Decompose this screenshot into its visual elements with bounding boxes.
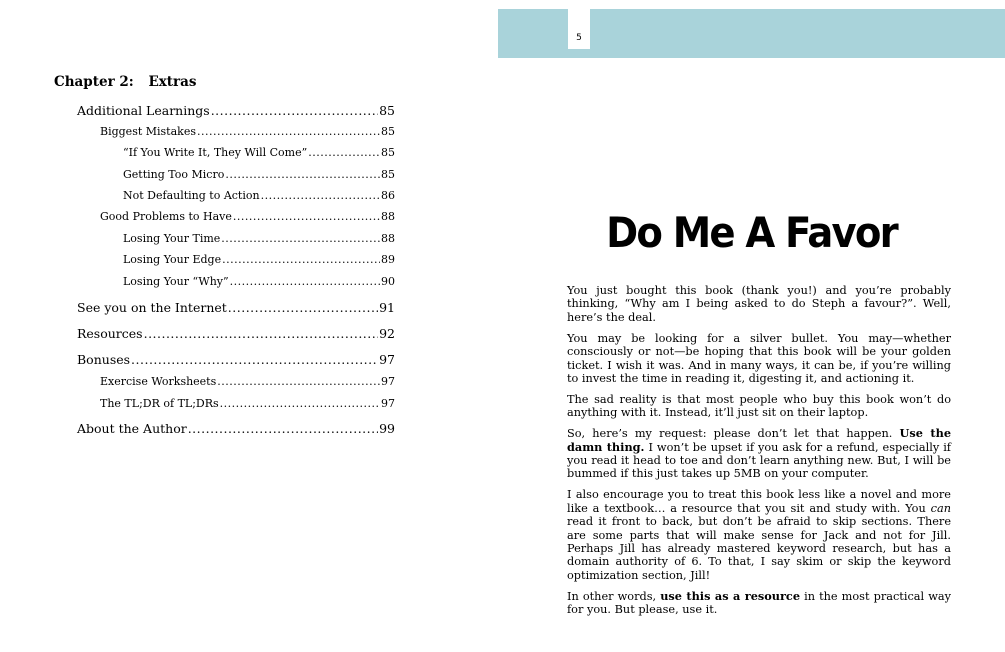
toc-leader-dots — [230, 275, 380, 288]
toc-entry-page: 88 — [381, 210, 395, 223]
toc-entry-bonuses[interactable] — [77, 352, 395, 367]
toc-entry-see-you-on-the-internet[interactable] — [77, 300, 395, 315]
toc-entry-title: The TL;DR of TL;DRs — [100, 397, 219, 410]
chapter-label: Chapter 2: — [54, 74, 134, 90]
paragraph-5-text-a: I also encourage you to treat this book less like a novel and more like a textbook… a resource that you sit and study with. You — [567, 488, 951, 515]
toc-leader-dots — [144, 326, 379, 341]
toc-entry-page: 88 — [381, 232, 395, 245]
toc-entry-losing-your-edge[interactable] — [123, 253, 395, 266]
toc-entry-page: 85 — [381, 146, 395, 159]
paragraph-3: The sad reality is that most people who buy this book won’t do anything with it. Instead, it’ll just sit on their laptop. — [567, 392, 951, 420]
page-number-tab — [568, 9, 590, 49]
toc-entry-title: Exercise Worksheets — [100, 375, 217, 388]
toc-entry-losing-your-time[interactable] — [123, 232, 395, 245]
toc-leader-dots — [308, 146, 380, 159]
toc-entry-not-defaulting-to-action[interactable] — [123, 189, 395, 202]
toc-entry-page: 92 — [379, 326, 395, 341]
toc-leader-dots — [228, 300, 378, 315]
toc-entry-page: 97 — [379, 352, 395, 367]
toc-entry-title: See you on the Internet — [77, 300, 227, 315]
toc-leader-dots — [217, 375, 380, 388]
page-title: Do Me A Favor — [606, 208, 897, 257]
toc-entry-biggest-mistakes[interactable] — [100, 125, 395, 138]
toc-entry-title: “If You Write It, They Will Come” — [123, 146, 308, 159]
toc-entry-title: Not Defaulting to Action — [123, 189, 260, 202]
left-page — [0, 0, 498, 652]
toc-entry-title: About the Author — [77, 421, 187, 436]
toc-leader-dots — [131, 352, 378, 367]
toc-chapter-heading — [54, 74, 197, 90]
toc-entry-title: Losing Your Time — [123, 232, 221, 245]
paragraph-5-text-c: read it front to back, but don’t be afraid to skip sections. There are some parts that will make sense for Jack and not for Jill. Perhaps Jill has already mastered keyword research, but has a domain authority of 6. To that, I say skim or skip the keyword optimization section, Jill! — [567, 515, 951, 582]
toc-entry-page: 85 — [381, 168, 395, 181]
toc-entry-additional-learnings[interactable] — [77, 103, 395, 118]
paragraph-6 — [567, 590, 951, 617]
toc-entry-exercise-worksheets[interactable] — [100, 375, 395, 388]
toc-leader-dots — [211, 103, 378, 118]
toc-leader-dots — [233, 210, 380, 223]
toc-entry-about-the-author[interactable] — [77, 421, 395, 436]
toc-entry-page: 86 — [381, 189, 395, 202]
toc-entry-title: Biggest Mistakes — [100, 125, 196, 138]
toc-entry-title: Additional Learnings — [77, 103, 210, 118]
paragraph-2: You may be looking for a silver bullet. You may—whether consciously or not—be hoping that this book will be your golden ticket. I wish it was. And in many ways, it can be, if you’re willing to invest the time in reading it, digesting it, and actioning it. — [567, 331, 951, 385]
toc-leader-dots — [188, 421, 378, 436]
toc-leader-dots — [220, 397, 380, 410]
toc-entry-page: 85 — [381, 125, 395, 138]
paragraph-5-italic: can — [930, 501, 951, 515]
toc-entry-losing-your-why[interactable] — [123, 275, 395, 288]
toc-entry-title: Good Problems to Have — [100, 210, 232, 223]
page-number: 5 — [576, 33, 582, 43]
toc-leader-dots — [221, 232, 380, 245]
toc-entry-title: Losing Your Edge — [123, 253, 222, 266]
paragraph-4-text-c: I won’t be upset if you ask for a refund, especially if you read it head to toe and don’t learn anything new. But, I will be bummed if this just takes up 5MB on your computer. — [567, 440, 951, 481]
right-page — [498, 0, 1005, 652]
body-text — [567, 284, 951, 624]
toc-entry-tldr-of-tldrs[interactable] — [100, 397, 395, 410]
toc-entry-resources[interactable] — [77, 326, 395, 341]
toc-entry-page: 97 — [381, 375, 395, 388]
toc-entry-page: 85 — [379, 103, 395, 118]
toc-entry-title: Getting Too Micro — [123, 168, 225, 181]
paragraph-6-bold: use this as a resource — [660, 588, 801, 603]
toc-entry-title: Losing Your “Why” — [123, 275, 229, 288]
paragraph-6-text-a: In other words, — [567, 589, 661, 603]
toc-entry-page: 99 — [379, 421, 395, 436]
toc-entry-page: 91 — [379, 300, 395, 315]
toc-entry-page: 90 — [381, 275, 395, 288]
toc-entry-page: 97 — [381, 397, 395, 410]
toc-entry-getting-too-micro[interactable] — [123, 168, 395, 181]
toc-entry-good-problems[interactable] — [100, 210, 395, 223]
toc-leader-dots — [197, 125, 380, 138]
paragraph-1: You just bought this book (thank you!) and you’re probably thinking, “Why am I being asked to do Steph a favour?”. Well, here’s the deal. — [567, 284, 951, 324]
chapter-title: Extras — [148, 74, 197, 90]
paragraph-4-bold: Use the damn thing. — [567, 426, 952, 454]
paragraph-4 — [567, 427, 951, 481]
toc-entry-title: Bonuses — [77, 352, 131, 367]
toc-entry-title: Resources — [77, 326, 143, 341]
toc-leader-dots — [222, 253, 380, 266]
toc-entry-page: 89 — [381, 253, 395, 266]
toc-leader-dots — [225, 168, 380, 181]
toc-leader-dots — [261, 189, 380, 202]
paragraph-5 — [567, 488, 951, 582]
paragraph-6-text-c: in the most practical way for you. But please, use it. — [567, 589, 951, 617]
paragraph-4-text-a: So, here’s my request: please don’t let that happen. — [567, 427, 900, 441]
toc-entry-if-you-write-it[interactable] — [123, 146, 395, 159]
